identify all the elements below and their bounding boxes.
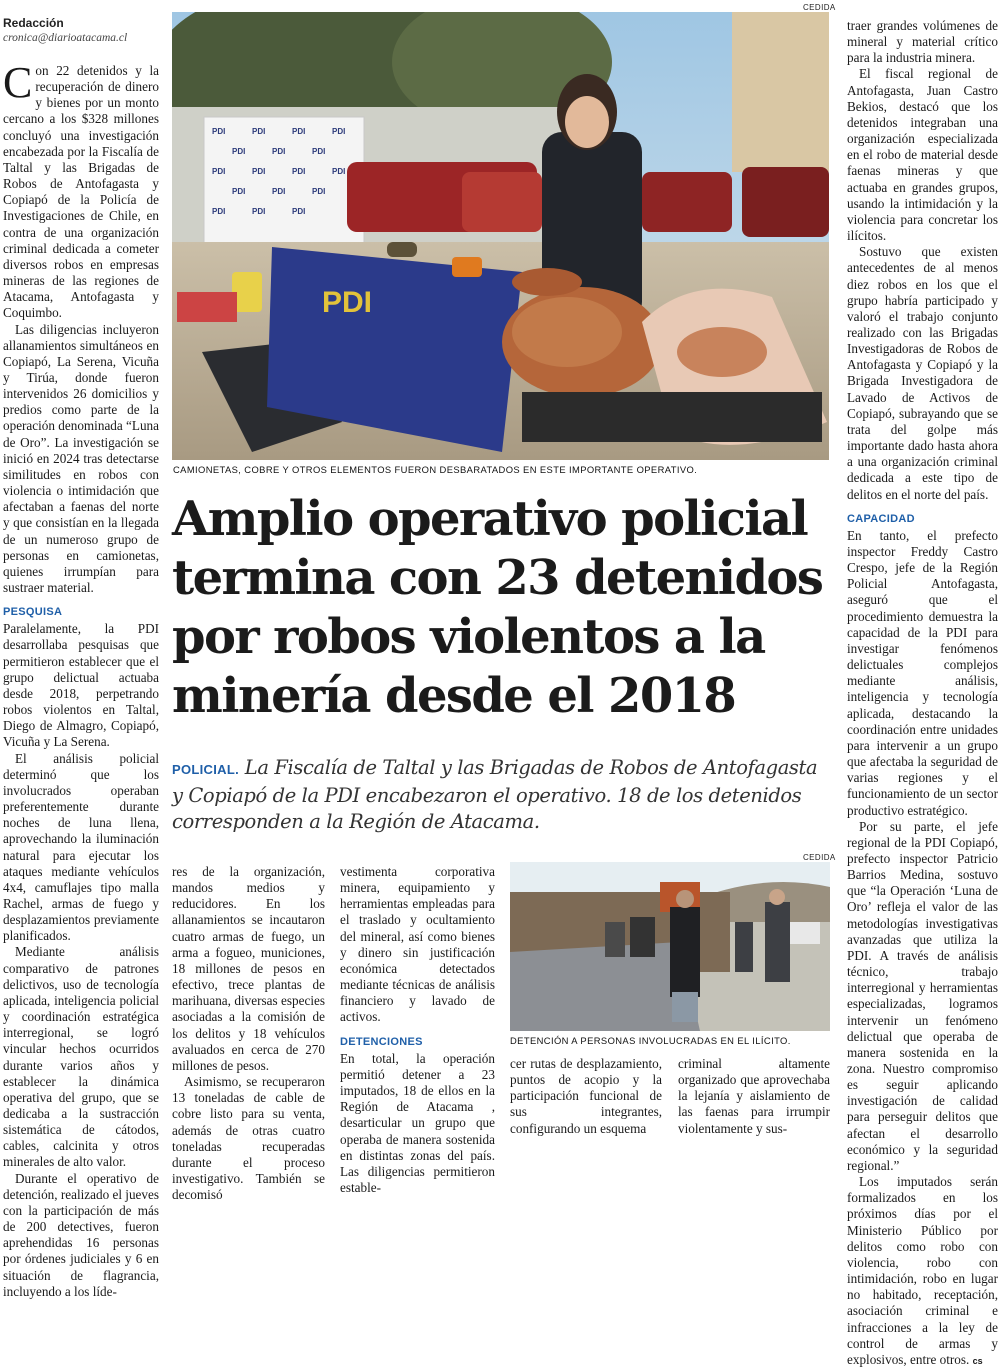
svg-text:PDI: PDI	[272, 187, 286, 196]
svg-text:PDI: PDI	[292, 207, 306, 216]
lead-paragraph	[172, 755, 832, 835]
svg-text:PDI: PDI	[332, 127, 346, 136]
photo-caption: CAMIONETAS, COBRE Y OTROS ELEMENTOS FUERON DESBARATADOS EN ESTE IMPORTANTE OPERATIVO.	[173, 464, 698, 475]
svg-text:PDI: PDI	[212, 207, 226, 216]
secondary-photo-illustration	[510, 862, 830, 1031]
byline	[3, 16, 163, 46]
paragraph: Las diligencias incluyeron allanamientos simultáneos en Copiapó, La Serena, Vicuña y Tirúa, donde fueron intervenidos 26 domicilios y predios como parte de la operación denominada “Luna de Oro”. La investigación se inició en 2024 tras detectarse similitudes en robos con violencia o intimidación que afectaban a faenas del norte y que consistían en la llegada de un numeroso grupo de personas en camionetas, quienes irrumpían para sustraer material.	[3, 321, 159, 595]
svg-text:PDI: PDI	[252, 207, 266, 216]
article-column-6	[847, 18, 998, 1369]
byline-author: Redacción	[3, 16, 64, 30]
headline: Amplio operativo policial termina con 23 detenidos por robos violentos a la minería desde el 2018	[172, 491, 823, 724]
table-logo: PDI	[322, 286, 373, 319]
paragraph: criminal altamente organizado que aprovechaba la lejanía y aislamiento de las faenas para irrumpir violentamente y sus-	[678, 1056, 830, 1136]
article-column-5	[678, 1056, 830, 1137]
paragraph: Sostuvo que existen antecedentes de al menos diez robos en los que el grupo habría participado y valoró el trabajo conjunto realizado con las Brigadas Investigadoras de Robos de Antofagasta y Copiapó y la Brigada Investigadora de Lavado de Activos de Copiapó, subrayando que se trata del golpe más importante dado hasta ahora a una organización criminal dedicada a este tipo de delitos en el norte del país.	[847, 244, 998, 502]
end-mark-icon: cs	[972, 1355, 983, 1366]
paragraph: En total, la operación permitió detener a 23 imputados, 18 de ellos en la Región de Atacama , desarticular un grupo que operaba de manera sostenida en distintas zonas del país. Las diligencias permitieron estable-	[340, 1050, 495, 1195]
secondary-photo	[510, 862, 830, 1031]
svg-text:PDI: PDI	[252, 167, 266, 176]
svg-text:PDI: PDI	[312, 187, 326, 196]
svg-text:PDI: PDI	[332, 167, 346, 176]
article-column-2	[172, 864, 325, 1203]
svg-text:PDI: PDI	[212, 127, 226, 136]
svg-text:PDI: PDI	[232, 187, 246, 196]
photo-caption-2: DETENCIÓN A PERSONAS INVOLUCRADAS EN EL ILÍCITO.	[510, 1035, 791, 1046]
paragraph: vestimenta corporativa minera, equipamiento y herramientas empleadas para el traslado y ocultamiento del mineral, así como bienes y dinero sin justificación económica detectados mediante técnicas de análisis financiero y lavado de activos.	[340, 864, 495, 1025]
svg-text:PDI: PDI	[292, 167, 306, 176]
photo-credit-2: CEDIDA	[803, 853, 836, 862]
subheading-capacidad: CAPACIDAD	[847, 512, 915, 525]
svg-text:PDI: PDI	[272, 147, 286, 156]
paragraph: El fiscal regional de Antofagasta, Juan Castro Bekios, destacó que los detenidos integraban una organización especializada en el robo de material desde faenas mineras y que actuaba en grandes grupos, usando la intimidación y la violencia para concretar los ilícitos.	[847, 66, 998, 244]
article-column-1	[3, 58, 159, 1300]
paragraph: res de la organización, mandos medios y reducidores. En los allanamientos se incautaron cuatro armas de fuego, un arma a fogueo, municiones, 18 millones de pesos en efectivo, trece plantas de marihuana, diversas especies asociadas a la comisión de los delitos y 18 vehículos avaluados en cerca de 270 millones de pesos.	[172, 864, 325, 1073]
svg-text:PDI: PDI	[212, 167, 226, 176]
main-photo	[172, 12, 829, 460]
paragraph: traer grandes volúmenes de mineral y material crítico para la industria minera.	[847, 18, 998, 66]
paragraph: En tanto, el prefecto inspector Freddy Castro Crespo, jefe de la Región Policial Antofagasta, aseguró que el procedimiento demuestra la capacidad de la PDI para investigar fenómenos delictuales complejos mediante análisis, inteligencia y tecnología aplicada, destacando la coordinación entre unidades para intervenir a un grupo que afectaba la seguridad de varias regiones y el funcionamiento de un sector productivo estratégico.	[847, 527, 998, 818]
lead-text: La Fiscalía de Taltal y las Brigadas de Robos de Antofagasta y Copiapó de la PDI encabezaron el operativo. 18 de los detenidos corresponden a la Región de Atacama.	[172, 756, 818, 833]
byline-email[interactable]: cronica@diarioatacama.cl	[3, 32, 128, 44]
paragraph: Mediante análisis comparativo de patrones delictivos, uso de tecnología aplicada, inteligencia policial y coordinación estratégica interregional, se logró vincular hechos ocurridos durante varios años y establecer la dinámica operativa del grupo, que se dedicaba a la sustracción sistemática de cátodos, cables, calcinita y otros minerales de alto valor.	[3, 944, 159, 1170]
paragraph: cer rutas de desplazamiento, puntos de acopio y la participación funcional de sus integrantes, configurando un esquema	[510, 1056, 662, 1136]
main-photo-illustration	[172, 12, 829, 460]
paragraph: Durante el operativo de detención, realizado el jueves con la participación de más de 200 detectives, fueron aprehendidas 16 personas por órdenes judiciales y 6 en situación de flagrancia, incluyendo a los líde-	[3, 1170, 159, 1299]
article-column-4	[510, 1056, 662, 1137]
photo-credit: CEDIDA	[803, 3, 836, 12]
subheading-detenciones: DETENCIONES	[340, 1035, 423, 1048]
drop-cap: C	[3, 58, 33, 107]
svg-text:PDI: PDI	[232, 147, 246, 156]
paragraph: Paralelamente, la PDI desarrollaba pesquisas que permitieron establecer que el grupo delictual actuaba desde 2018, perpetrando robos violentos en Taltal, Diego de Almagro, Copiapó, Vicuña y La Serena.	[3, 621, 159, 750]
svg-text:PDI: PDI	[252, 127, 266, 136]
subheading-pesquisa: PESQUISA	[3, 606, 63, 619]
paragraph: Los imputados serán formalizados en los próximos días por el Ministerio Público por delitos como robo con violencia, robo con intimidación, robo en lugar no habitado, receptación, asociación criminal e infracciones a la ley de control de armas y explosivos, entre otros. cs	[847, 1174, 998, 1367]
paragraph: Por su parte, el jefe regional de la PDI Copiapó, prefecto inspector Patricio Barrios Medina, sostuvo que “la Operación ‘Luna de Oro’ refleja el valor de las metodologías investigativas avanzadas que utiliza la PDI. A través de análisis técnico, trabajo interregional y herramientas especializadas, logramos intervenir un fenómeno delictual que operaba de manera sostenida en la zona. Nuestro compromiso es seguir aplicando investigación de calidad para perseguir delitos que afectan el desarrollo económico y la seguridad regional.”	[847, 818, 998, 1173]
paragraph: El análisis policial determinó que los involucrados operaban preferentemente durante noches de luna llena, aprovechando la iluminación natural para ejecutar los ataques mediante vehículos 4x4, camuflajes tipo malla Rachel, armas de fuego y desplazamientos previamente planificados.	[3, 750, 159, 944]
paragraph: Asimismo, se recuperaron 13 toneladas de cable de cobre listo para su venta, además de otras cuatro toneladas recuperadas durante el proceso investigativo. También se decomisó	[172, 1074, 325, 1203]
article-column-3	[340, 864, 495, 1196]
svg-text:PDI: PDI	[292, 127, 306, 136]
svg-text:PDI: PDI	[312, 147, 326, 156]
section-tag: POLICIAL.	[172, 762, 239, 777]
paragraph: Con 22 detenidos y la recuperación de dinero y bienes por un monto cercano a los $328 millones concluyó una investigación encabezada por la Fiscalía de Taltal y las Brigadas de Robos de Antofagasta y Copiapó de la Policía de Investigaciones de Chile, en contra de una organización criminal dedicada a cometer diversos robos en empresas mineras de las regiones de Atacama, Antofagasta y Coquimbo.	[3, 58, 159, 321]
